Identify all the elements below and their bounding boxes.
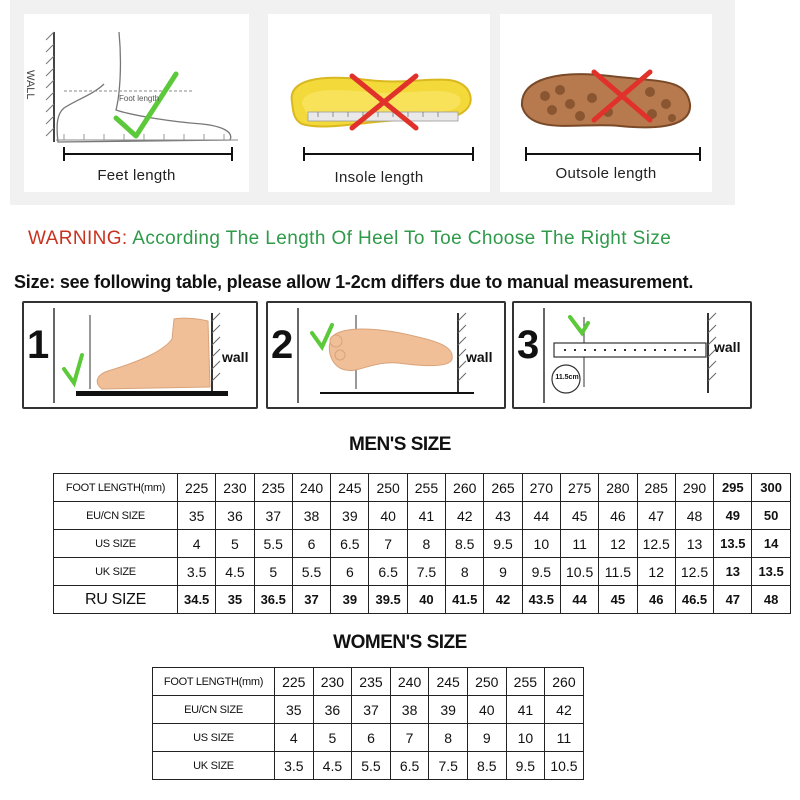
size-cell: 45	[599, 586, 637, 614]
row-label: RU SIZE	[54, 586, 178, 614]
size-cell: 39	[331, 586, 369, 614]
size-cell: 255	[407, 474, 445, 502]
size-cell: 4	[275, 724, 314, 752]
size-cell: 280	[599, 474, 637, 502]
step-1-card	[22, 301, 258, 409]
foot-length-row	[153, 668, 584, 696]
size-cell: 40	[369, 502, 407, 530]
size-cell: 265	[484, 474, 522, 502]
size-cell: 38	[292, 502, 330, 530]
women-size-table	[152, 667, 584, 780]
size-cell: 3.5	[275, 752, 314, 780]
size-cell: 47	[637, 502, 675, 530]
size-cell: 10	[522, 530, 560, 558]
size-cell: 5	[254, 558, 292, 586]
size-cell: 12	[637, 558, 675, 586]
size-cell: 8	[407, 530, 445, 558]
size-cell: 43	[484, 502, 522, 530]
size-row	[54, 530, 791, 558]
size-cell: 43.5	[522, 586, 560, 614]
foot-against-wall-illustration	[24, 14, 249, 192]
size-cell: 3.5	[178, 558, 216, 586]
size-cell: 37	[352, 696, 391, 724]
feet-length-label: Feet length	[97, 167, 176, 184]
size-cell: 235	[254, 474, 292, 502]
check-icon	[64, 355, 82, 383]
size-cell: 47	[714, 586, 752, 614]
size-cell: 48	[675, 502, 713, 530]
size-cell: 250	[369, 474, 407, 502]
size-cell: 4.5	[313, 752, 352, 780]
measurement-badge: 11.5cm	[555, 374, 579, 381]
outsole-length-card	[500, 14, 712, 192]
size-cell: 44	[522, 502, 560, 530]
size-cell: 6.5	[390, 752, 429, 780]
size-cell: 6.5	[331, 530, 369, 558]
size-cell: 230	[216, 474, 254, 502]
foot-length-row	[54, 474, 791, 502]
insole-illustration	[268, 14, 490, 192]
size-cell: 8.5	[446, 530, 484, 558]
insole-length-label: Insole length	[334, 169, 424, 186]
step-number: 2	[271, 323, 294, 367]
size-cell: 6	[352, 724, 391, 752]
size-cell: 13.5	[714, 530, 752, 558]
size-cell: 245	[331, 474, 369, 502]
step-3-illustration	[514, 303, 750, 407]
size-cell: 7.5	[407, 558, 445, 586]
size-cell: 260	[545, 668, 584, 696]
size-cell: 8	[429, 724, 468, 752]
size-cell: 225	[178, 474, 216, 502]
size-cell: 13.5	[752, 558, 790, 586]
check-icon	[116, 74, 176, 136]
men-size-table	[53, 473, 791, 614]
size-cell: 10.5	[545, 752, 584, 780]
row-label: US SIZE	[153, 724, 275, 752]
size-cell: 35	[178, 502, 216, 530]
size-cell: 260	[446, 474, 484, 502]
step-2-card	[266, 301, 506, 409]
warning-line	[28, 228, 671, 250]
size-cell: 7.5	[429, 752, 468, 780]
size-row	[153, 724, 584, 752]
outsole-length-label: Outsole length	[555, 165, 657, 182]
size-cell: 270	[522, 474, 560, 502]
size-row	[54, 586, 791, 614]
size-row	[54, 558, 791, 586]
feet-length-card	[24, 14, 249, 192]
size-cell: 49	[714, 502, 752, 530]
size-cell: 275	[560, 474, 598, 502]
size-cell: 9.5	[484, 530, 522, 558]
size-cell: 42	[545, 696, 584, 724]
size-cell: 14	[752, 530, 790, 558]
measurement-guide-panel	[10, 0, 735, 205]
size-cell: 40	[407, 586, 445, 614]
size-cell: 11	[560, 530, 598, 558]
size-cell: 41	[407, 502, 445, 530]
wall-label: wall	[714, 339, 741, 355]
size-cell: 245	[429, 668, 468, 696]
size-cell: 295	[714, 474, 752, 502]
size-cell: 9	[467, 724, 506, 752]
size-note: Size: see following table, please allow 1-2cm differs due to manual measurement.	[14, 272, 694, 292]
row-label: US SIZE	[54, 530, 178, 558]
size-cell: 36	[313, 696, 352, 724]
size-cell: 36	[216, 502, 254, 530]
size-cell: 250	[467, 668, 506, 696]
size-cell: 6	[292, 530, 330, 558]
size-cell: 13	[714, 558, 752, 586]
size-cell: 39.5	[369, 586, 407, 614]
size-cell: 7	[390, 724, 429, 752]
women-size-title: WOMEN'S SIZE	[333, 632, 467, 653]
size-cell: 45	[560, 502, 598, 530]
size-cell: 35	[275, 696, 314, 724]
size-cell: 11.5	[599, 558, 637, 586]
size-cell: 9	[484, 558, 522, 586]
size-cell: 40	[467, 696, 506, 724]
warning-text: According The Length Of Heel To Toe Choose The Right Size	[132, 228, 672, 249]
size-row	[54, 502, 791, 530]
size-cell: 9.5	[522, 558, 560, 586]
insole-length-card	[268, 14, 490, 192]
row-label: UK SIZE	[153, 752, 275, 780]
size-cell: 50	[752, 502, 790, 530]
size-row	[153, 696, 584, 724]
men-size-title: MEN'S SIZE	[349, 434, 451, 455]
row-label: UK SIZE	[54, 558, 178, 586]
size-cell: 12.5	[637, 530, 675, 558]
size-cell: 240	[390, 668, 429, 696]
step-number: 1	[27, 323, 50, 367]
size-cell: 46	[637, 586, 675, 614]
check-icon	[570, 317, 588, 333]
size-cell: 11	[545, 724, 584, 752]
size-cell: 34.5	[178, 586, 216, 614]
size-cell: 12	[599, 530, 637, 558]
size-cell: 10	[506, 724, 545, 752]
size-cell: 290	[675, 474, 713, 502]
size-row	[153, 752, 584, 780]
size-cell: 255	[506, 668, 545, 696]
foot-length-label: FOOT LENGTH	[65, 481, 141, 494]
unit-label: (mm)	[140, 481, 166, 494]
step-3-card	[512, 301, 752, 409]
row-label: EU/CN SIZE	[153, 696, 275, 724]
wall-label: wall	[222, 349, 249, 365]
size-cell: 35	[216, 586, 254, 614]
size-cell: 8.5	[467, 752, 506, 780]
size-cell: 39	[429, 696, 468, 724]
size-cell: 5	[313, 724, 352, 752]
row-label	[54, 474, 178, 502]
warning-prefix: WARNING:	[28, 228, 128, 249]
size-cell: 240	[292, 474, 330, 502]
size-cell: 42	[484, 586, 522, 614]
size-cell: 46.5	[675, 586, 713, 614]
size-cell: 4	[178, 530, 216, 558]
size-cell: 37	[254, 502, 292, 530]
size-cell: 300	[752, 474, 790, 502]
foot-length-annotation: Foot length	[119, 94, 160, 103]
size-cell: 5	[216, 530, 254, 558]
size-cell: 37	[292, 586, 330, 614]
size-cell: 48	[752, 586, 790, 614]
size-cell: 230	[313, 668, 352, 696]
check-icon	[312, 325, 332, 347]
row-label	[153, 668, 275, 696]
size-cell: 6.5	[369, 558, 407, 586]
size-cell: 41	[506, 696, 545, 724]
size-cell: 42	[446, 502, 484, 530]
size-cell: 10.5	[560, 558, 598, 586]
size-cell: 235	[352, 668, 391, 696]
size-cell: 225	[275, 668, 314, 696]
size-cell: 39	[331, 502, 369, 530]
size-cell: 9.5	[506, 752, 545, 780]
foot-length-label: FOOT LENGTH	[163, 675, 239, 688]
wall-label: wall	[466, 349, 493, 365]
size-cell: 36.5	[254, 586, 292, 614]
size-cell: 5.5	[254, 530, 292, 558]
step-number: 3	[517, 323, 540, 367]
size-cell: 41.5	[446, 586, 484, 614]
size-cell: 5.5	[352, 752, 391, 780]
size-cell: 38	[390, 696, 429, 724]
size-cell: 8	[446, 558, 484, 586]
size-cell: 44	[560, 586, 598, 614]
row-label: EU/CN SIZE	[54, 502, 178, 530]
size-cell: 285	[637, 474, 675, 502]
size-cell: 6	[331, 558, 369, 586]
unit-label: (mm)	[238, 675, 264, 688]
size-cell: 5.5	[292, 558, 330, 586]
size-cell: 7	[369, 530, 407, 558]
size-cell: 46	[599, 502, 637, 530]
size-cell: 4.5	[216, 558, 254, 586]
size-cell: 13	[675, 530, 713, 558]
wall-label: WALL	[24, 70, 36, 100]
size-cell: 12.5	[675, 558, 713, 586]
